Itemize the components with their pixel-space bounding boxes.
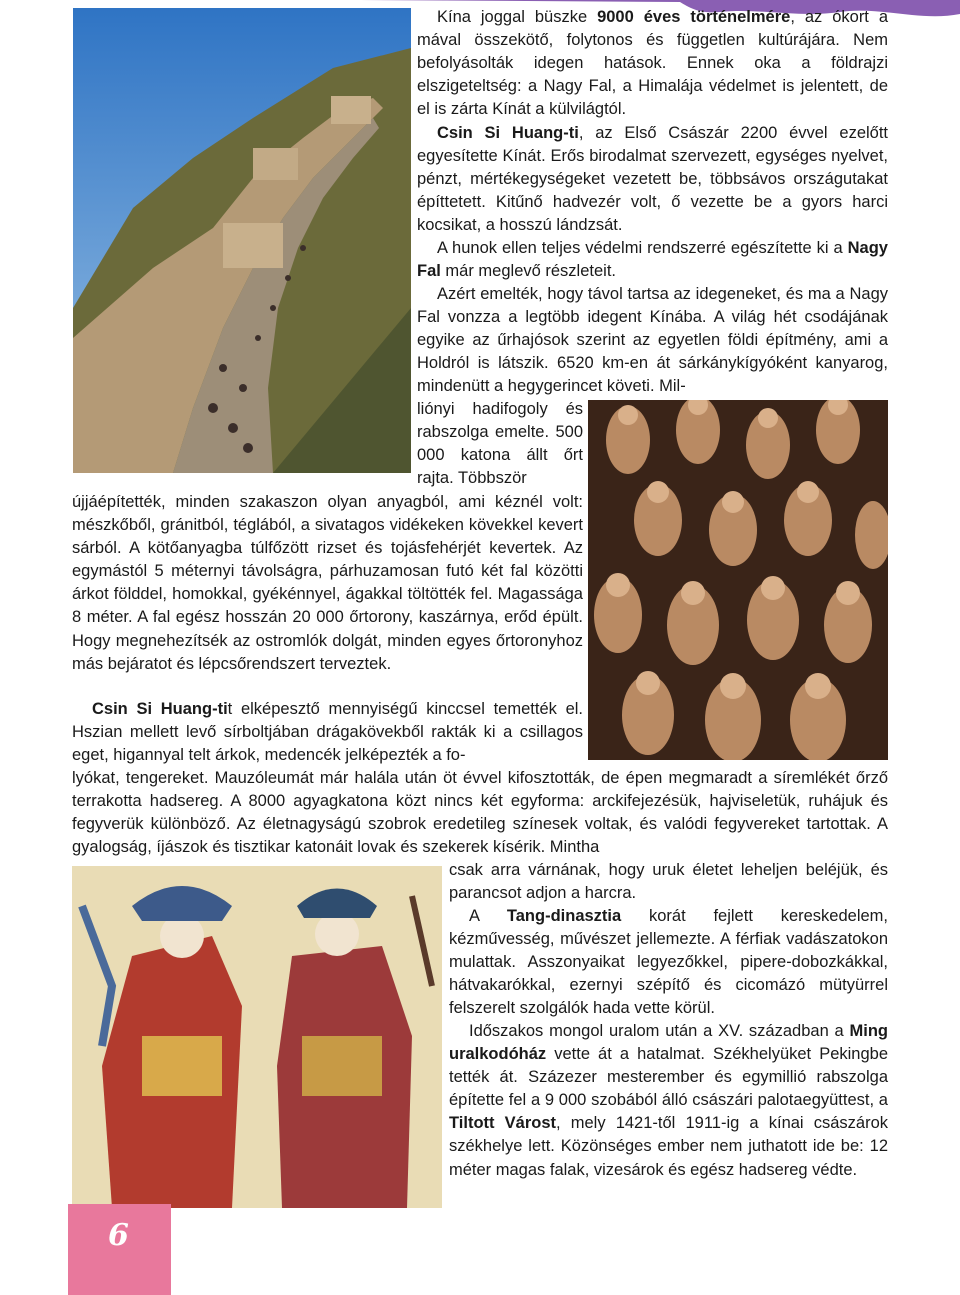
paragraph-great-wall: Azért emelték, hogy távol tartsa az idegeneket, és ma a Nagy Fal vonzza a legtöbb idegent Kínába. A világ hét csodájának egyike az űrhajósok szerint az egyetlen földi építmény, ami a Holdról is látszik. 6520 km-en át sárkánykígyóként kanyarog, mindenütt a hegygerincet követi. Mil- <box>417 285 888 396</box>
paragraph-tang: A Tang-dinasztia korát fejlett kereskedelem, kézművesség, művészet jellemezte. A férfiak vadászatokon mulattak. Asszonyaikat legyezőkkel, pipere-dobozkákkal, hátvakarókkal, ezernyi szépítő és cicomázó mütyürrel felszerelt szolgálók hada vette körül. <box>449 907 888 1018</box>
paragraph-history: Kína joggal büszke 9000 éves történelmére, az ókort a mával összekötő, folytonos és független kultúrájára. Nem befolyásolták idegen hatások. Ennek oka a földrajzi elszigeteltség: a Nagy Fal, a Himalája védelmet is jelentett, de el is zárta Kínát a külvilágtól. <box>417 8 889 119</box>
paragraph-great-wall-cont: liónyi hadifogoly és rabszolga emelte. 500 000 katona állt őrt rajta. Többször <box>417 400 583 488</box>
chinese-opera-figures-painting <box>72 866 442 1208</box>
paragraph-huns: A hunok ellen teljes védelmi rendszerré egészítette ki a Nagy Fal már meglevő részleteit. <box>417 239 888 281</box>
paragraph-great-wall-rebuild: újjáépítették, minden szakaszon olyan anyagból, ami kéznél volt: mészkőből, gránitból, téglából, a sivatagos vidékeken kövekkel kevert sárból. A kötőanyagba túlfőzött rizset és tojásfehérjét kevertek. Az egymástól 5 méternyi távolságra, párhuzamosan futó két fal közötti árkot földdel, homokkal, gyékénnyel, ágakkal töltötték fel. Magassága 8 méter. A fal egész hosszán 20 000 őrtorony, kaszárnya, erőd épült. Hogy megnehezítsék az ostromlók dolgát, minden egyes őrtoronyhoz más bejáratot és lépcsőrendszert terveztek. <box>72 493 583 673</box>
paragraph-tomb-end: csak arra várnának, hogy uruk életet leheljen beléjük, és parancsot adjon a harcra. <box>449 861 888 903</box>
paragraph-first-emperor: Csin Si Huang-ti, az Első Császár 2200 évvel ezelőtt egyesítette Kínát. Erős birodalmat szervezett, egységes nyelvet, pénzt, mértékegységeket vezetett be, többsávos országutakat építtetett. Kitűnő hadvezér volt, ő vezette be a gyors harci kocsikat, a hosszú lándzsát. <box>417 124 889 235</box>
page-number: 6 <box>108 1218 129 1253</box>
paragraph-ming: Időszakos mongol uralom után a XV. században a Ming uralkodóház vette át a hatalmat. Székhelyüket Pekingbe tették át. Százezer mesterember és egymillió rabszolga építette fel a 9 000 szobából álló császári palotaegyüttest, a Tiltott Várost, mely 1421-től 1911-ig a kínai császárok székhelye lett. Közönséges ember nem juthatott ide be: 12 méter magas falak, vizesárok és egész hadsereg védte. <box>449 1022 888 1179</box>
paragraph-tomb: Csin Si Huang-tit elképesztő mennyiségű kinccsel temették el. Hszian mellett levő sírboltjában drágakövekből rakták ki a csillagos eget, higannyal telt árkok, medencék jelképezték a fo- <box>72 700 583 765</box>
paragraph-tomb-cont: lyókat, tengereket. Mauzóleumát már halála után öt évvel kifosztották, de épen megmaradt a síremlékét őrző terrakotta hadsereg. A 8000 agyagkatona közt nincs két egyforma: arckifejezésük, hajviseletük, ruhájuk és fegyverük különböző. Az életnagyságú szobrok eredetileg színesek voltak, és valódi fegyvereket tartottak. A gyalogság, íjászok és tisztikar katonáit lovak és szekerek kísérik. Mintha <box>72 769 888 857</box>
terracotta-army-photo <box>588 400 888 760</box>
great-wall-photo <box>73 8 411 473</box>
